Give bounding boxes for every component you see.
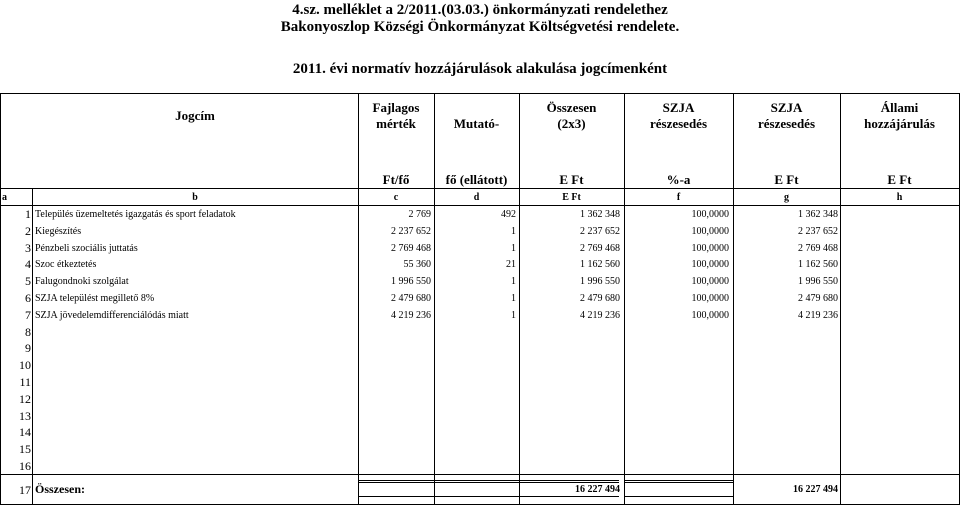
header-divider bbox=[0, 188, 960, 189]
row-number: 12 bbox=[19, 391, 31, 406]
row-osszesen: 2 769 468 bbox=[580, 242, 620, 254]
header-fajlagos-line2: mérték bbox=[376, 116, 416, 131]
row-number: 5 bbox=[25, 274, 31, 289]
header-szja-1-line2: részesedés bbox=[649, 116, 708, 131]
total-double-line bbox=[624, 496, 733, 497]
row-mutato: 1 bbox=[511, 309, 516, 321]
row-allami: 4 219 236 bbox=[798, 309, 838, 321]
row-number: 10 bbox=[19, 358, 31, 373]
title-line-3: 2011. évi normatív hozzájárulások alakulása jogcímenként bbox=[292, 61, 668, 77]
letter-g: g bbox=[784, 192, 789, 203]
row-osszesen: 2 237 652 bbox=[580, 225, 620, 237]
header-szja-1 bbox=[624, 100, 733, 132]
row-jogcim: Pénzbeli szociális juttatás bbox=[35, 242, 138, 254]
header-szja-2 bbox=[733, 100, 840, 132]
row-number: 1 bbox=[25, 207, 31, 221]
unit-e: E Ft bbox=[559, 172, 584, 187]
header-fajlagos bbox=[358, 100, 434, 132]
header-allami-line2: hozzájárulás bbox=[864, 116, 935, 131]
row-fajlagos: 4 219 236 bbox=[391, 309, 431, 321]
row-mutato: 1 bbox=[511, 293, 516, 304]
row-allami: 1 162 560 bbox=[798, 259, 838, 271]
row-allami: 1 362 348 bbox=[798, 209, 838, 220]
title-line-1: 4.sz. melléklet a 2/2011.(03.03.) önkormányzati rendelethez bbox=[292, 2, 668, 18]
row-jogcim: Szoc étkeztetés bbox=[35, 259, 97, 271]
col-line-a bbox=[32, 188, 33, 505]
letter-b: b bbox=[192, 192, 198, 203]
header-szja-2-line1: SZJA bbox=[770, 100, 803, 115]
row-allami: 2 769 468 bbox=[798, 242, 838, 254]
row-number: 8 bbox=[25, 324, 31, 339]
row-osszesen: 4 219 236 bbox=[580, 309, 620, 321]
row-jogcim: SZJA jövedelemdifferenciálódás miatt bbox=[35, 309, 189, 321]
row-jogcim: Kiegészítés bbox=[35, 225, 82, 237]
row-jogcim: SZJA települést megillető 8% bbox=[35, 293, 155, 304]
row-szja: 100,0000 bbox=[691, 209, 729, 220]
row-allami: 1 996 550 bbox=[798, 276, 838, 288]
unit-c: Ft/fő bbox=[382, 172, 410, 187]
row-fajlagos: 1 996 550 bbox=[391, 276, 431, 288]
letter-e: E Ft bbox=[562, 192, 581, 203]
row-fajlagos: 2 479 680 bbox=[391, 293, 431, 304]
row-number: 9 bbox=[25, 341, 31, 356]
col-line-g bbox=[840, 93, 841, 505]
row-number: 7 bbox=[25, 307, 31, 322]
row-fajlagos: 2 769 468 bbox=[391, 242, 431, 254]
row-mutato: 1 bbox=[511, 276, 516, 288]
row-szja: 100,0000 bbox=[691, 242, 729, 254]
row-osszesen: 2 479 680 bbox=[580, 293, 620, 304]
row-mutato: 1 bbox=[511, 225, 516, 237]
row-mutato: 492 bbox=[501, 209, 516, 220]
row-number: 6 bbox=[25, 291, 31, 305]
row-number: 3 bbox=[25, 240, 31, 255]
row-number: 2 bbox=[25, 223, 31, 238]
row-allami: 2 479 680 bbox=[798, 293, 838, 304]
total-double-line bbox=[358, 480, 619, 481]
header-allami-line1: Állami bbox=[880, 100, 919, 115]
row-fajlagos: 55 360 bbox=[403, 259, 431, 271]
table-top-border bbox=[0, 93, 960, 94]
total-osszesen: 16 227 494 bbox=[575, 484, 620, 495]
row-szja: 100,0000 bbox=[691, 309, 729, 321]
row-fajlagos: 2 769 bbox=[408, 209, 431, 220]
row-szja: 100,0000 bbox=[691, 259, 729, 271]
letter-h: h bbox=[896, 192, 903, 203]
header-allami bbox=[840, 100, 959, 132]
header-szja-1-line1: SZJA bbox=[662, 100, 695, 115]
letter-d: d bbox=[473, 192, 480, 203]
row-szja: 100,0000 bbox=[691, 225, 729, 237]
row-number: 14 bbox=[19, 425, 31, 440]
total-double-line bbox=[624, 480, 733, 481]
unit-f: %-a bbox=[666, 172, 691, 187]
row-osszesen: 1 162 560 bbox=[580, 259, 620, 271]
unit-h: E Ft bbox=[887, 172, 912, 187]
row-osszesen: 1 362 348 bbox=[580, 209, 620, 220]
row-jogcim: Település üzemeltetés igazgatás és sport feladatok bbox=[35, 209, 236, 220]
header-szja-2-line2: részesedés bbox=[757, 116, 816, 131]
row-mutato: 21 bbox=[506, 259, 516, 271]
row-szja: 100,0000 bbox=[691, 293, 729, 304]
row-fajlagos: 2 237 652 bbox=[391, 225, 431, 237]
header-osszesen bbox=[519, 100, 624, 132]
row-number: 13 bbox=[19, 408, 31, 423]
letter-f: f bbox=[676, 192, 681, 203]
row-mutato: 1 bbox=[511, 242, 516, 254]
total-double-line bbox=[358, 482, 619, 483]
row-osszesen: 1 996 550 bbox=[580, 276, 620, 288]
title-line-2: Bakonyoszlop Községi Önkormányzat Költségvetési rendelete. bbox=[280, 19, 680, 35]
row-number: 11 bbox=[19, 375, 31, 389]
row-number: 4 bbox=[25, 257, 31, 272]
row-number: 15 bbox=[19, 442, 31, 457]
row-number: 16 bbox=[19, 459, 31, 473]
total-label: Összesen: bbox=[35, 482, 85, 496]
header-osszesen-line2: (2x3) bbox=[557, 116, 586, 131]
header-osszesen-line1: Összesen bbox=[546, 100, 597, 115]
total-double-line bbox=[358, 496, 619, 497]
total-allami: 16 227 494 bbox=[793, 484, 838, 495]
header-fajlagos-line1: Fajlagos bbox=[372, 100, 420, 115]
row-jogcim: Falugondnoki szolgálat bbox=[35, 276, 129, 288]
total-double-line bbox=[624, 482, 733, 483]
letter-a: a bbox=[2, 192, 7, 203]
row-allami: 2 237 652 bbox=[798, 225, 838, 237]
unit-d: fő (ellátott) bbox=[445, 172, 508, 187]
body-bottom-border bbox=[0, 474, 960, 475]
header-jogcim: Jogcím bbox=[175, 108, 215, 123]
letter-c: c bbox=[393, 192, 399, 203]
row-szja: 100,0000 bbox=[691, 276, 729, 288]
header-mutato: Mutató- bbox=[453, 116, 500, 131]
total-row-number: 17 bbox=[19, 483, 31, 497]
unit-g: E Ft bbox=[774, 172, 799, 187]
